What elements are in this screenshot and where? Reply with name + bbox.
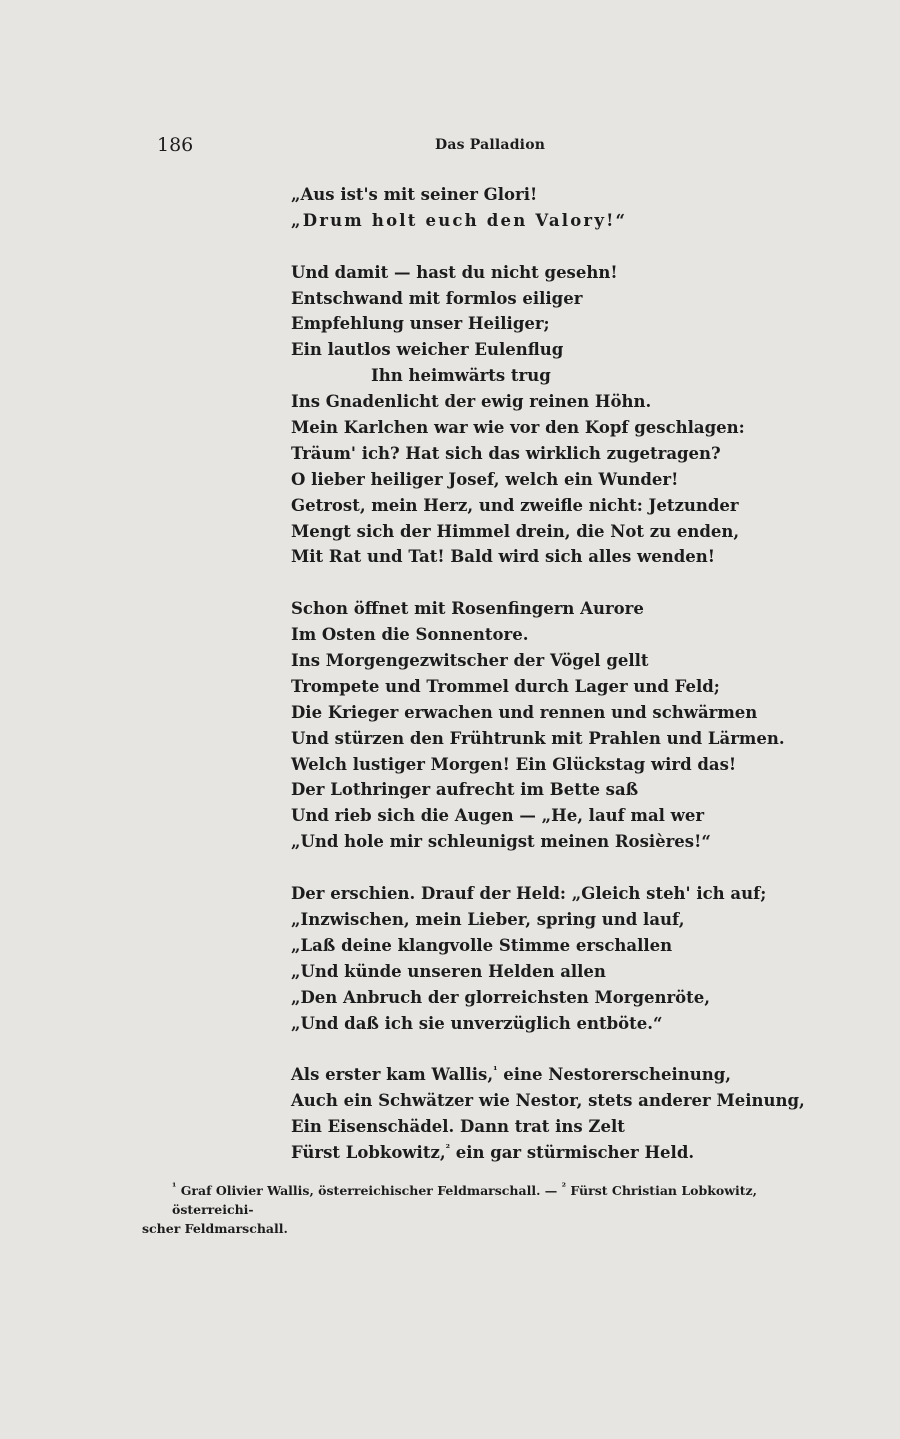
footnote-line bbox=[172, 1183, 757, 1217]
poem-line: „Und künde unseren Helden allen bbox=[291, 961, 606, 981]
poem-line: Welch lustiger Morgen! Ein Glückstag wird das! bbox=[291, 754, 737, 774]
poem-line: Trompete und Trommel durch Lager und Feld; bbox=[291, 676, 720, 696]
poem-text: Als erster kam Wallis, bbox=[291, 1065, 494, 1085]
poem-line: Der Lothringer aufrecht im Bette saß bbox=[291, 780, 639, 800]
poem-line: Die Krieger erwachen und rennen und schwärmen bbox=[291, 702, 758, 722]
footnote-text: Graf Olivier Wallis, österreichischer Feldmarschall. — bbox=[180, 1183, 558, 1198]
stanza-break bbox=[291, 570, 771, 596]
footnote-text: Fürst Christian Lobkowitz, österreichi- bbox=[172, 1183, 757, 1217]
page-header bbox=[157, 134, 757, 158]
poem-line: Mit Rat und Tat! Bald wird sich alles wenden! bbox=[291, 547, 716, 567]
poem-line bbox=[291, 1062, 771, 1088]
footnote-marker: ¹ bbox=[172, 1181, 177, 1193]
poem-line: Ins Gnadenlicht der ewig reinen Höhn. bbox=[291, 392, 652, 412]
poem-line: Ins Morgengezwitscher der Vögel gellt bbox=[291, 651, 649, 671]
poem-line: „Den Anbruch der glorreichsten Morgenröte, bbox=[291, 987, 711, 1007]
poem-line: Empfehlung unser Heiliger; bbox=[291, 314, 550, 334]
poem-line: Ihn heimwärts trug bbox=[371, 366, 551, 386]
poem-text: ein gar stürmischer Held. bbox=[449, 1142, 695, 1162]
footnote-marker: ² bbox=[561, 1181, 567, 1193]
poem-line: Im Osten die Sonnentore. bbox=[291, 625, 529, 645]
poem-line bbox=[291, 1140, 771, 1166]
footnote-ref: ¹ bbox=[493, 1065, 498, 1077]
poem-text: eine Nestorerscheinung, bbox=[497, 1065, 731, 1085]
poem-line: Mein Karlchen war wie vor den Kopf geschlagen: bbox=[291, 418, 745, 438]
poem-line: Und damit — hast du nicht gesehn! bbox=[291, 262, 618, 282]
poem-line: „Laß deine klangvolle Stimme erschallen bbox=[291, 935, 673, 955]
poem-line: Und rieb sich die Augen — „He, lauf mal wer bbox=[291, 806, 705, 826]
poem-line: Ein Eisenschädel. Dann trat ins Zelt bbox=[291, 1117, 625, 1137]
poem-line: „Und daß ich sie unverzüglich entböte.“ bbox=[291, 1013, 663, 1033]
poem-line: „Und hole mir schleunigst meinen Rosières!“ bbox=[291, 832, 711, 852]
stanza-break bbox=[291, 1036, 771, 1062]
running-title: Das Palladion bbox=[435, 137, 546, 153]
poem-line: Entschwand mit formlos eiliger bbox=[291, 288, 583, 308]
poem-line: Der erschien. Drauf der Held: „Gleich steh' ich auf; bbox=[291, 884, 767, 904]
poem bbox=[291, 182, 805, 1166]
poem-line: Mengt sich der Himmel drein, die Not zu enden, bbox=[291, 521, 740, 541]
poem-line: O lieber heiliger Josef, welch ein Wunder! bbox=[291, 469, 679, 489]
poem-text: Fürst Lobkowitz, bbox=[291, 1142, 446, 1162]
poem-line: „Aus ist's mit seiner Glori! bbox=[291, 185, 538, 204]
footnotes bbox=[142, 1181, 792, 1238]
poem-line: Ein lautlos weicher Eulenflug bbox=[291, 340, 564, 360]
page-number: 186 bbox=[157, 134, 194, 156]
poem-line: Schon öffnet mit Rosenfingern Aurore bbox=[291, 599, 644, 619]
stanza-break bbox=[291, 855, 771, 881]
poem-line: „Drum holt euch den Valory!“ bbox=[291, 210, 628, 230]
stanza-break bbox=[291, 234, 771, 260]
poem-line: „Inzwischen, mein Lieber, spring und lauf, bbox=[291, 909, 685, 929]
poem-line: Getrost, mein Herz, und zweifle nicht: Jetzunder bbox=[291, 495, 739, 515]
poem-line: Und stürzen den Frühtrunk mit Prahlen und Lärmen. bbox=[291, 728, 785, 748]
poem-line: Träum' ich? Hat sich das wirklich zugetragen? bbox=[291, 443, 721, 463]
poem-line: Auch ein Schwätzer wie Nestor, stets anderer Meinung, bbox=[291, 1091, 805, 1111]
footnote-line: scher Feldmarschall. bbox=[142, 1221, 288, 1236]
footnote-ref: ² bbox=[445, 1143, 450, 1155]
